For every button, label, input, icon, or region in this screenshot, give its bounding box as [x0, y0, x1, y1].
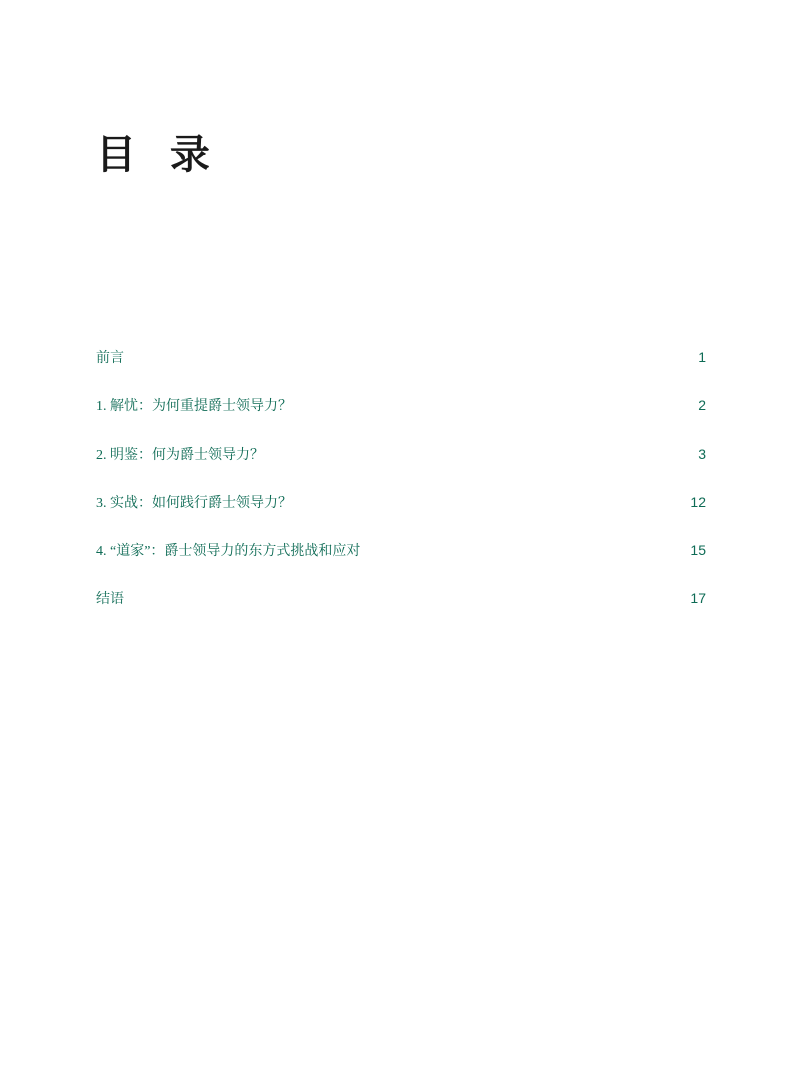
toc-entry-page-number: 1 — [698, 349, 706, 365]
toc-entry-label: 1. 解忧：为何重提爵士领导力？ — [96, 399, 292, 415]
toc-entry-label: 前言 — [96, 351, 124, 366]
toc-entry-chapter-3[interactable] — [96, 487, 706, 517]
toc-entry-chapter-4[interactable] — [96, 535, 706, 565]
toc-entry-chapter-2[interactable] — [96, 439, 706, 469]
table-of-contents — [96, 342, 706, 613]
toc-entry-label: 结语 — [96, 592, 124, 608]
toc-entry-page-number: 2 — [698, 397, 706, 414]
page-title: 目 录 — [96, 131, 220, 178]
toc-entry-preface[interactable] — [96, 342, 706, 372]
toc-entry-page-number: 3 — [698, 445, 706, 462]
toc-entry-page-number: 17 — [690, 590, 706, 607]
toc-entry-conclusion[interactable] — [96, 583, 706, 613]
toc-entry-page-number: 12 — [690, 493, 706, 510]
toc-entry-label: 3. 实战：如何践行爵士领导力？ — [96, 495, 292, 511]
toc-entry-label: 4. “道家”：爵士领导力的东方式挑战和应对 — [96, 544, 361, 559]
toc-entry-chapter-1[interactable] — [96, 390, 706, 420]
toc-entry-page-number: 15 — [690, 542, 706, 558]
toc-entry-label: 2. 明鉴：何为爵士领导力？ — [96, 447, 264, 463]
